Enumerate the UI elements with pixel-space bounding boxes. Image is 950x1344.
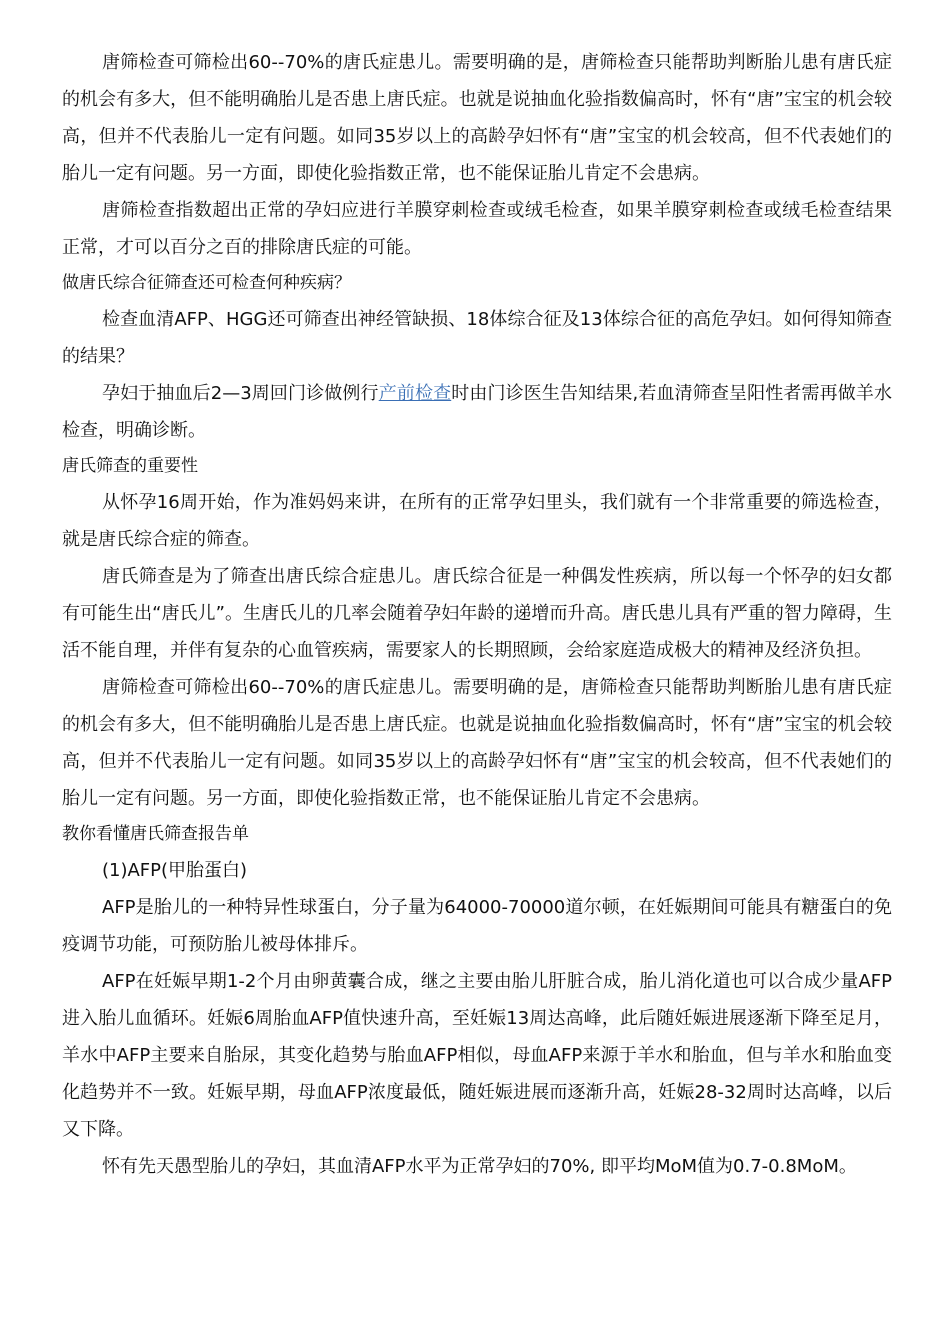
paragraph: AFP是胎儿的一种特异性球蛋白，分子量为64000-70000道尔顿，在妊娠期间可能具有糖蛋白的免疫调节功能，可预防胎儿被母体排斥。	[62, 897, 892, 955]
paragraph: 从怀孕16周开始，作为准妈妈来讲，在所有的正常孕妇里头，我们就有一个非常重要的筛选检查，就是唐氏综合症的筛查。	[62, 492, 892, 550]
section-heading: 教你看懂唐氏筛查报告单	[62, 824, 249, 844]
paragraph: 唐氏筛查是为了筛查出唐氏综合症患儿。唐氏综合征是一种偶发性疾病，所以每一个怀孕的妇女都有可能生出“唐氏儿”。生唐氏儿的几率会随着孕妇年龄的递增而升高。唐氏患儿具有严重的智力障碍，生活不能自理，并伴有复杂的心血管疾病，需要家人的长期照顾，会给家庭造成极大的精神及经济负担。	[62, 566, 892, 661]
subheading: (1)AFP(甲胎蛋白)	[102, 860, 248, 881]
prenatal-check-link[interactable]: 产前检查	[378, 383, 452, 404]
section-heading: 唐氏筛查的重要性	[62, 456, 198, 476]
paragraph-text: 孕妇于抽血后2—3周回门诊做例行	[102, 383, 379, 404]
paragraph: 检查血清AFP、HGG还可筛查出神经管缺损、18体综合征及13体综合征的高危孕妇。如何得知筛查的结果？	[62, 309, 892, 367]
paragraph: 怀有先天愚型胎儿的孕妇，其血清AFP水平为正常孕妇的70%, 即平均MoM值为0.7-0.8MoM。	[102, 1156, 857, 1177]
paragraph: AFP在妊娠早期1-2个月由卵黄囊合成，继之主要由胎儿肝脏合成，胎儿消化道也可以合成少量AFP进入胎儿血循环。妊娠6周胎血AFP值快速升高，至妊娠13周达高峰，此后随妊娠进展逐渐下降至足月，羊水中AFP主要来自胎尿，其变化趋势与胎血AFP相似，母血AFP来源于羊水和胎血，但与羊水和胎血变化趋势并不一致。妊娠早期，母血AFP浓度最低，随妊娠进展而逐渐升高，妊娠28-32周时达高峰，以后又下降。	[62, 971, 892, 1140]
paragraph: 唐筛检查可筛检出60--70%的唐氏症患儿。需要明确的是，唐筛检查只能帮助判断胎儿患有唐氏症的机会有多大，但不能明确胎儿是否患上唐氏症。也就是说抽血化验指数偏高时，怀有“唐”宝宝的机会较高，但并不代表胎儿一定有问题。如同35岁以上的高龄孕妇怀有“唐”宝宝的机会较高，但不代表她们的胎儿一定有问题。另一方面，即使化验指数正常，也不能保证胎儿肯定不会患病。	[62, 52, 892, 184]
paragraph	[62, 375, 892, 449]
section-heading: 做唐氏综合征筛查还可检查何种疾病？	[62, 273, 351, 293]
paragraph: 唐筛检查可筛检出60--70%的唐氏症患儿。需要明确的是，唐筛检查只能帮助判断胎儿患有唐氏症的机会有多大，但不能明确胎儿是否患上唐氏症。也就是说抽血化验指数偏高时，怀有“唐”宝宝的机会较高，但并不代表胎儿一定有问题。如同35岁以上的高龄孕妇怀有“唐”宝宝的机会较高，但不代表她们的胎儿一定有问题。另一方面，即使化验指数正常，也不能保证胎儿肯定不会患病。	[62, 677, 892, 809]
paragraph-text: 时由门诊医生告知结果,若血清筛查呈阳性者需再做羊水检查，明确诊断。	[62, 383, 893, 441]
paragraph: 唐筛检查指数超出正常的孕妇应进行羊膜穿刺检查或绒毛检查，如果羊膜穿刺检查或绒毛检查结果正常，才可以百分之百的排除唐氏症的可能。	[62, 200, 892, 258]
document-page	[62, 44, 892, 1185]
